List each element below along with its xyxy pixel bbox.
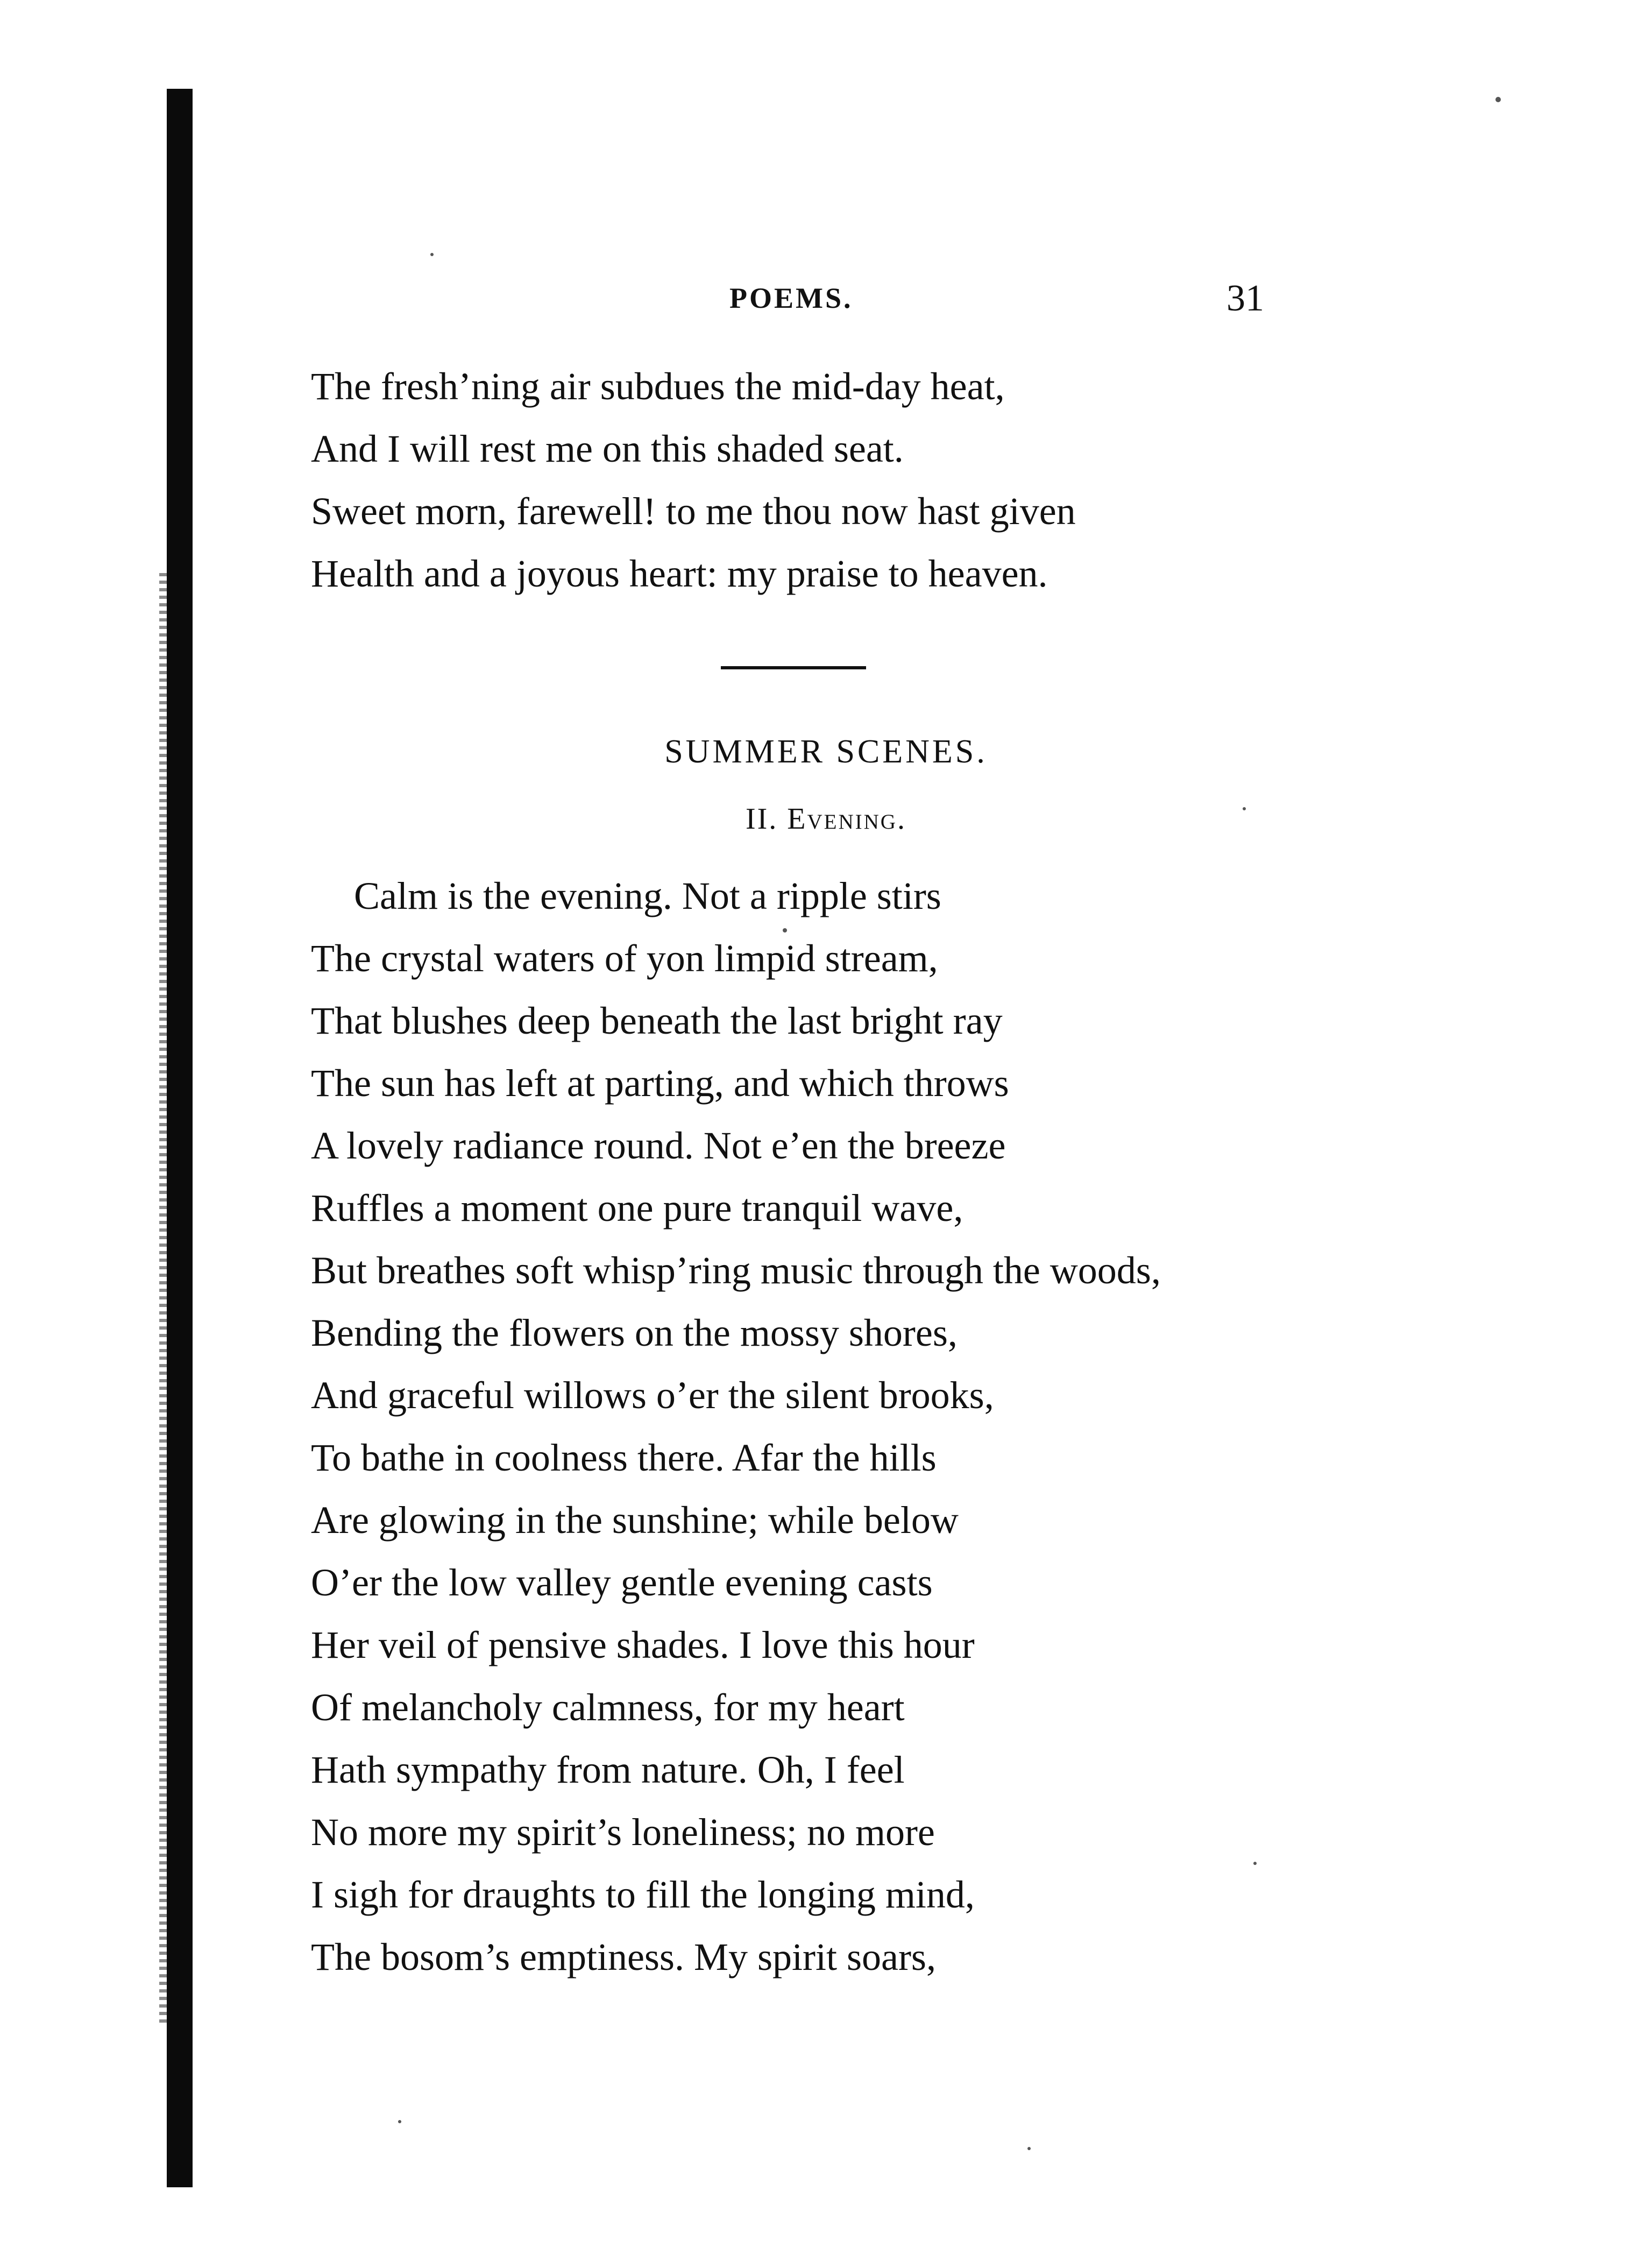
verse-line: Sweet morn, farewell! to me thou now hast given [311,490,1076,533]
verse-line: A lovely radiance round. Not e’en the breeze [311,1124,1006,1167]
print-speck [1243,807,1246,810]
print-speck [1495,97,1501,102]
poem-title: SUMMER SCENES. [664,733,988,770]
verse-line: But breathes soft whisp’ring music through the woods, [311,1249,1161,1292]
verse-line: Are glowing in the sunshine; while below [311,1499,959,1542]
poem-body [311,865,1161,1988]
page-binding-edge [167,89,193,2187]
verse-line: The fresh’ning air subdues the mid-day heat, [311,365,1005,408]
verse-line: Of melancholy calmness, for my heart [311,1686,905,1729]
verse-line: Ruffles a moment one pure tranquil wave, [311,1186,963,1230]
previous-poem-ending [311,355,1076,605]
verse-line: Her veil of pensive shades. I love this hour [311,1623,975,1666]
section-divider [721,666,866,669]
verse-line: No more my spirit’s loneliness; no more [311,1811,935,1854]
verse-line: To bathe in coolness there. Afar the hills [311,1436,937,1479]
verse-line: And graceful willows o’er the silent brooks, [311,1374,994,1417]
print-speck [398,2120,401,2123]
verse-line: The crystal waters of yon limpid stream, [311,937,938,980]
poem-subtitle: II. Evening. [746,802,906,836]
verse-line: Hath sympathy from nature. Oh, I feel [311,1748,905,1791]
verse-line: Bending the flowers on the mossy shores, [311,1311,958,1354]
print-speck [783,928,787,932]
verse-line: The sun has left at parting, and which throws [311,1062,1009,1105]
running-title: POEMS. [729,282,853,314]
verse-line: Calm is the evening. Not a ripple stirs [354,874,941,917]
verse-line: O’er the low valley gentle evening casts [311,1561,933,1604]
verse-line: That blushes deep beneath the last bright ray [311,999,1003,1042]
print-speck [1253,1862,1257,1865]
verse-line: The bosom’s emptiness. My spirit soars, [311,1935,936,1979]
page-number: 31 [1226,278,1264,319]
verse-line: And I will rest me on this shaded seat. [311,427,904,470]
print-speck [1027,2147,1031,2150]
verse-line: I sigh for draughts to fill the longing mind, [311,1873,975,1916]
running-head [0,277,1652,320]
verse-line: Health and a joyous heart: my praise to heaven. [311,552,1048,595]
print-speck [430,253,434,256]
